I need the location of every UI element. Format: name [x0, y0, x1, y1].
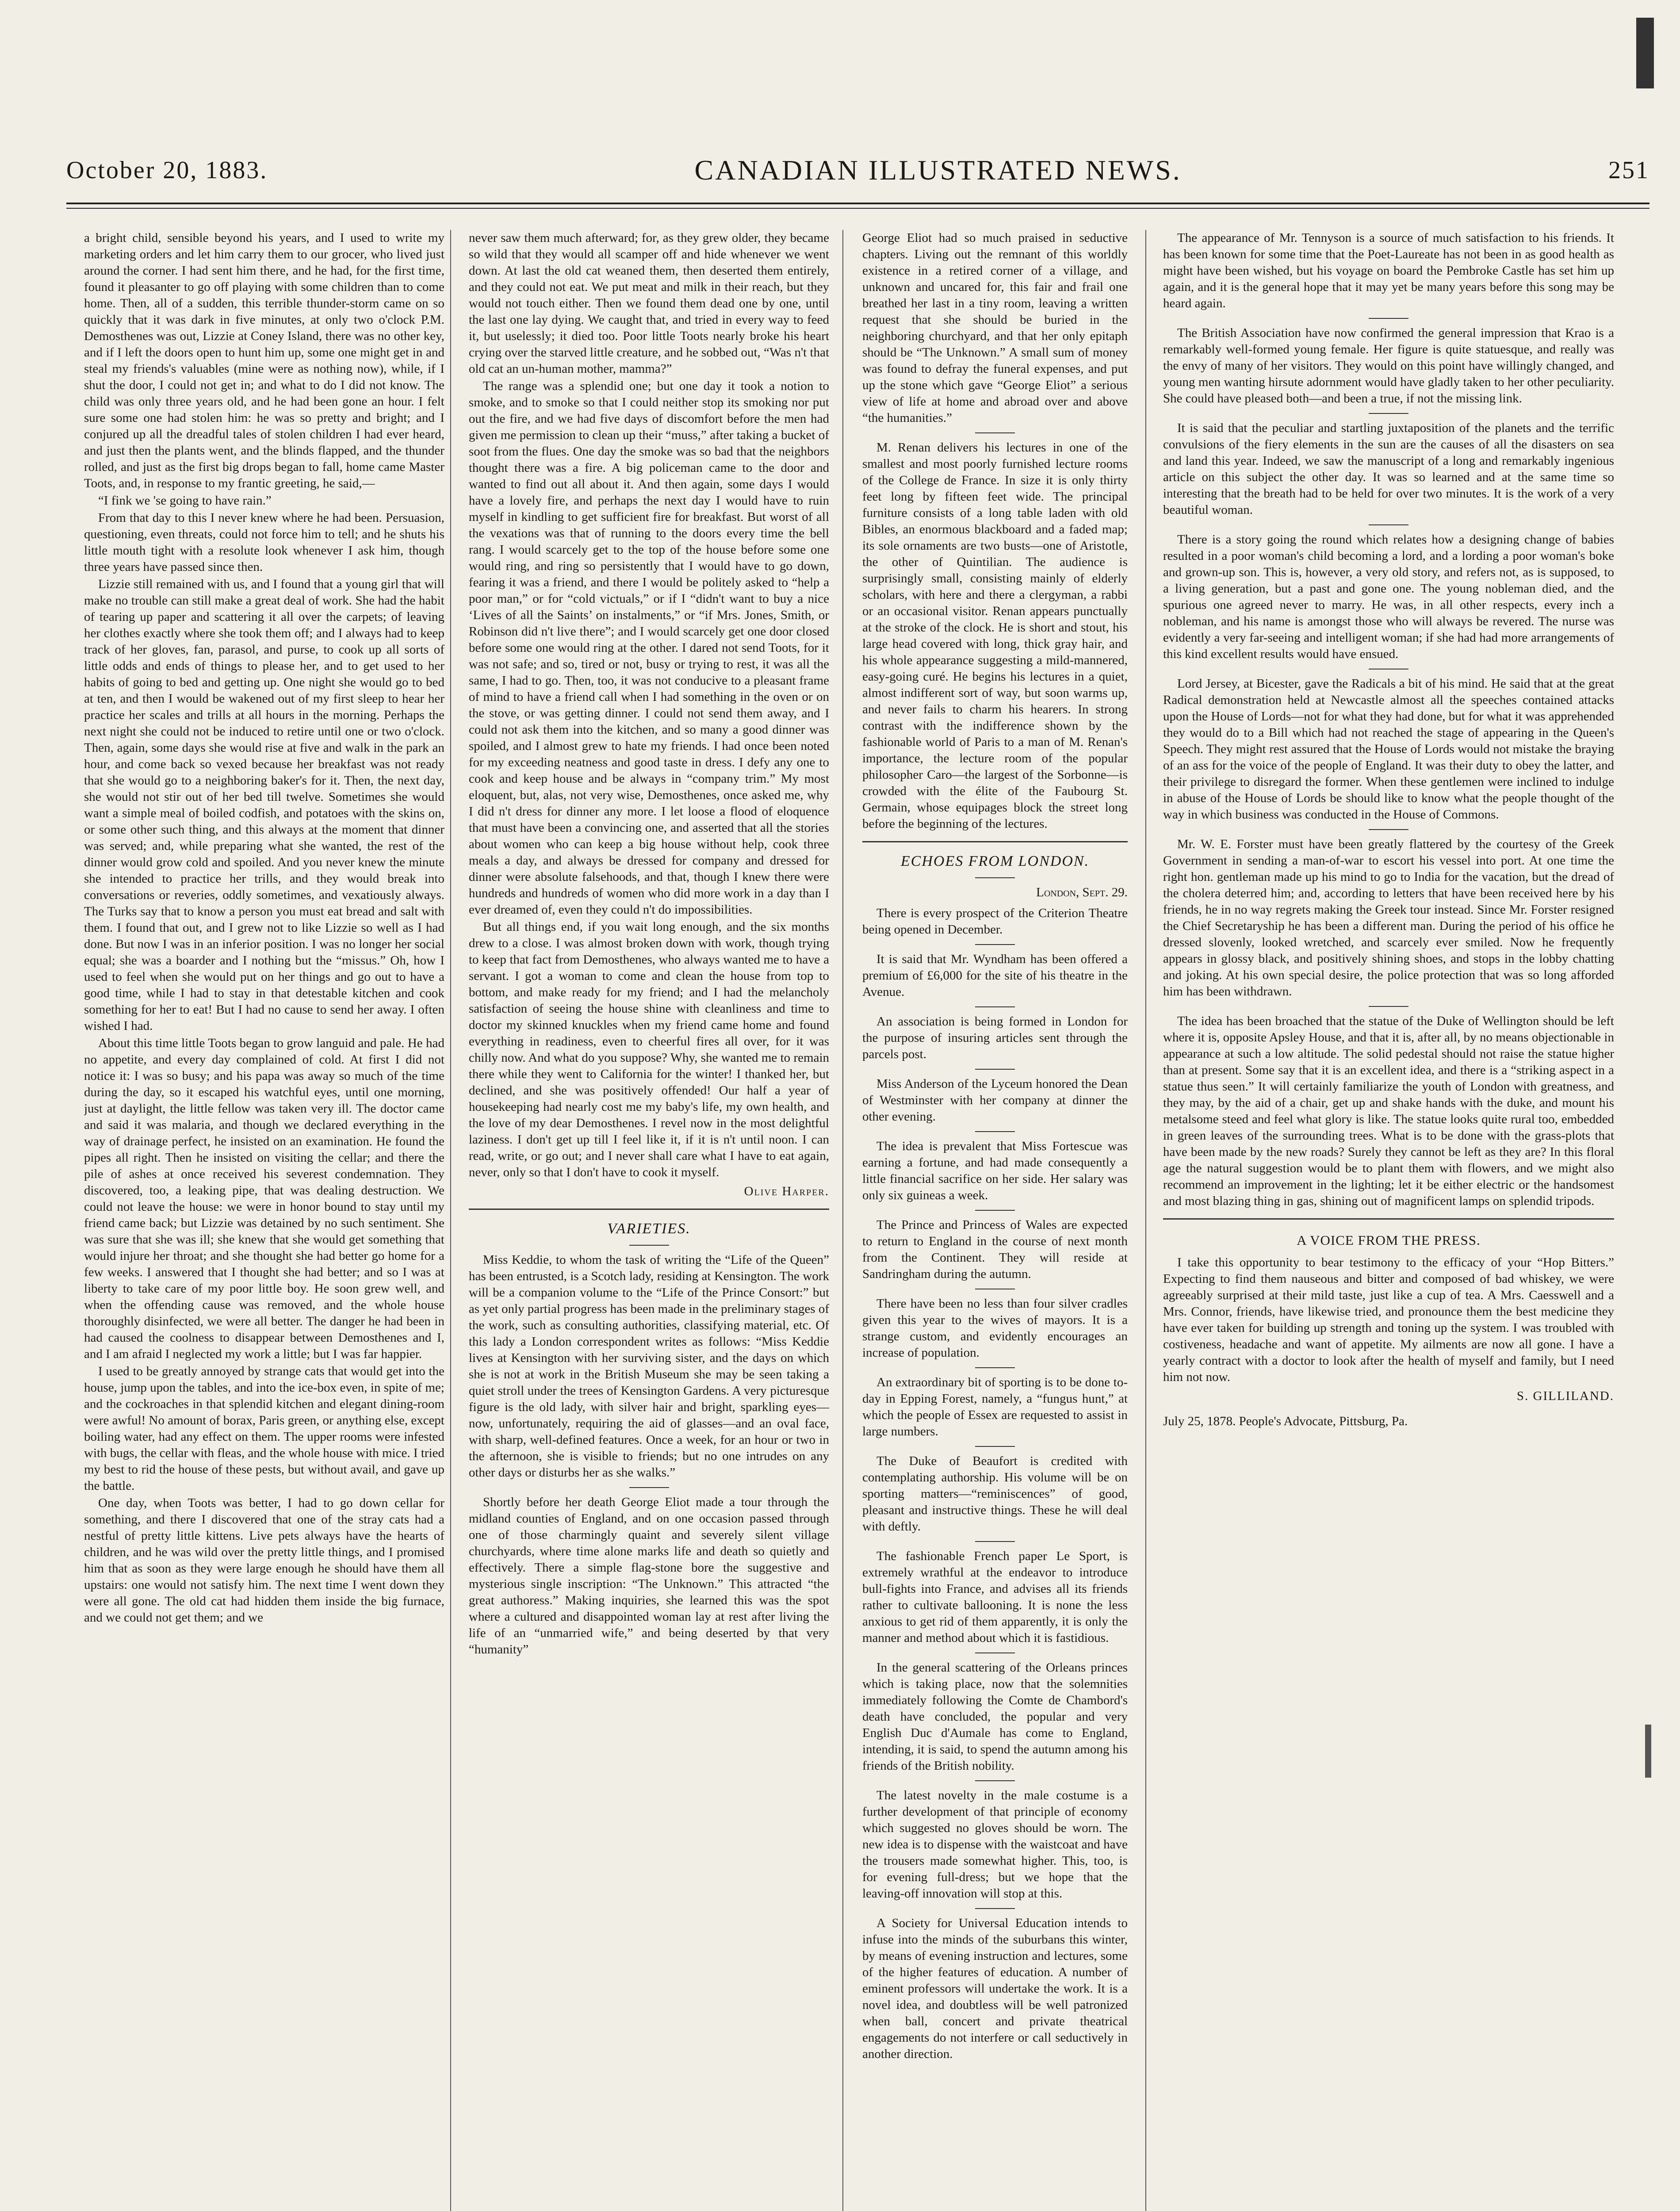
- short-rule: [1369, 1006, 1408, 1007]
- short-rule: [975, 1131, 1015, 1132]
- short-rule: [1369, 829, 1408, 830]
- edge-ink-mark: [1645, 1725, 1651, 1778]
- section-heading-voice-from-press: A VOICE FROM THE PRESS.: [1297, 1232, 1481, 1248]
- short-rule: [975, 1446, 1015, 1447]
- echo-item: There is every prospect of the Criterion Theatre being opened in December.: [862, 906, 1128, 937]
- short-rule: [975, 944, 1015, 945]
- section-rule: [862, 841, 1128, 842]
- echo-item: The idea has been broached that the statue of the Duke of Wellington should be left where it is, opposite Apsley House, and that it is, after all, by no means objectionable in appearance at such a low altitude. The solid pedestal should not raise the statue higher than at present. Some say that it is an excellent idea, and there is a “striking aspect in a statue thus seen.” It will certainly familiarize the youth of London with greatness, and they may, by the aid of a chair, get up and shake hands with the duke, and mount his metalsome steed and feel what glory is like. The statue looks quite rural too, embedded in green leaves of the surrounding trees. What is to be done with the grass-plots that have been made by the new roads? Surely they cannot be left as they are? In this floral age the natural suggestion would be to plant them with flowers, and we might also recommend an improvement in the lighting; let it be either electric or the handsomest and most blazing thing in gas, shining out of magnificent lamps on splendid tripods.: [1163, 1014, 1614, 1208]
- page-number: 251: [1608, 157, 1649, 184]
- article-paragraph: M. Renan delivers his lectures in one of the smallest and most poorly furnished lecture rooms of the College de France. In size it is only thirty feet long by fifteen feet wide. The principal furniture consists of a long table laden with old Bibles, an enormous blackboard and a faded map; its sole ornaments are two busts—one of Aristotle, the other of Quintilian. The audience is surprisingly small, consisting mainly of elderly scholars, with here and there a clergyman, a rabbi or an occasional visitor. Renan appears punctually at the stroke of the clock. He is short and stout, his large head covered with long, thick gray hair, and his whole appearance suggesting a mild-mannered, easy-going curé. He begins his lectures in a quiet, almost indifferent sort of way, but soon warms up, and never fails to charm his hearers. In strong contrast with the indifference shown by the fashionable world of Paris to a man of M. Renan's importance, the lecture room of the popular philosopher Caro—the largest of the Sorbonne—is crowded with the élite of the Faubourg St. Germain, whose equipages block the street long before the beginning of the lectures.: [862, 440, 1128, 831]
- echo-item: The idea is prevalent that Miss Fortescue was earning a fortune, and had made consequently a little financial sacrifice on her side. Her salary was only six guineas a week.: [862, 1139, 1128, 1202]
- article-paragraph: “I fink we 'se going to have rain.”: [98, 493, 272, 508]
- section-rule: [469, 1209, 829, 1210]
- short-rule: [975, 1367, 1015, 1368]
- masthead: [66, 146, 1649, 195]
- column-1: [84, 230, 444, 2211]
- column-rule: [450, 230, 451, 2211]
- masthead-rule: [66, 203, 1649, 204]
- short-rule: [975, 1780, 1015, 1781]
- short-rule: [975, 432, 1015, 433]
- issue-date: October 20, 1883.: [66, 157, 268, 184]
- article-paragraph: I used to be greatly annoyed by strange cats that would get into the house, jump upon the tables, and into the ice-box even, in spite of me; and the cockroaches in that splendid kitchen and elegant dining-room were awful! No amount of borax, Paris green, or anything else, except boiling water, had any effect on them. The upper rooms were infested with bugs, the cellar with fleas, and the whole house with mice. I tried my best to rid the house of these pests, but without avail, and gave up the battle.: [84, 1364, 444, 1493]
- article-paragraph: George Eliot had so much praised in seductive chapters. Living out the remnant of this worldly existence in a retired corner of a village, and unknown and uncared for, this fair and frail one breathed her last in a tiny room, leaving a written request that she should be buried in the neighboring churchyard, and that her only epitaph should be “The Unknown.” A small sum of money was found to defray the funeral expenses, and put up the stone which gave “George Eliot” a serious view of life at home and abroad over and above “the humanities.”: [862, 231, 1128, 425]
- short-rule: [975, 877, 1015, 878]
- echo-item: Mr. W. E. Forster must have been greatly flattered by the courtesy of the Greek Government in sending a man-of-war to escort his vessel into port. At one time the right hon. gentleman made up his mind to go to India for the vacation, but the dread of the cholera deterred him; and, according to letters that have been received here by his friends, he in no way regrets making the Greek tour instead. Since Mr. Forster resigned the Chief Secretaryship he has been a different man. During the period of his office he dressed slovenly, looked wretched, and scarcely ever smiled. Now he frequently appears in glossy black, and positively shining shoes, and stops in the lobby chatting and joking. At his own special desire, the police protection that was so long afforded him has been withdrawn.: [1163, 837, 1614, 998]
- article-paragraph: Lizzie still remained with us, and I found that a young girl that will make no trouble can still make a great deal of work. She had the habit of tearing up paper and scattering it all over the carpets; of leaving her clothes exactly where she took them off; and I always had to keep track of her gloves, fan, parasol, and purse, to cook up all sorts of little odds and ends of things to please her, and to get used to her habits of going to bed and getting up. One night she would go to bed at ten, and then I would be wakened out of my first sleep to hear her practice her scales and trills at all hours in the morning. Perhaps the next night she could not be induced to retire until one or two o'clock. Then, again, some days she would rise at five and walk in the park an hour, and come back so vexed because her breakfast was not ready that she would go to a neighboring baker's for it. Then, the next day, she would not stir out of her bed till twelve. Sometimes she would want a simple meal of boiled codfish, and potatoes with the skins on, or some other such thing, and this always at the moment that dinner was served; and, while preparing what she wanted, the rest of the dinner would grow cold and spoiled. And you never knew the minute she intended to practice her trills, and they would break into conversations or reveries, oddly sometimes, and vexatiously always. The Turks say that to know a person you must eat bread and salt with them. I found that out, and I grew not to like Lizzie so well as I had done. But now I was in an inferior position. I was no longer her social equal; she was a boarder and I nothing but the “missus.” Oh, how I used to feel when she would put on her things and go out to have a good time, while I had to stay in that detestable kitchen and cook something for her to eat! But I had no cause to send her away. I often wished I had.: [84, 577, 444, 1033]
- echo-item: There is a story going the round which relates how a designing change of babies resulted in a poor woman's child becoming a lord, and a lording a poor woman's boke and grown-up son. This is, however, a very old story, and refers not, as is supposed, to a living generation, but a past and gone one. The young nobleman died, and the spurious one agreed never to marry. He was, in all other respects, every inch a nobleman, and his name is amongst those who will always be revered. The nurse was evidently a very far-seeing and intelligent woman; if she had had more arrangements of this kind excellent results would have ensued.: [1163, 532, 1614, 661]
- article-paragraph: a bright child, sensible beyond his years, and I used to write my marketing orders and let him carry them to our grocer, who lived just around the corner. I had sent him there, and he had, for the first time, found it pleasanter to go off playing with some children than to come home. Then, all of a sudden, this terrible thunder-storm came on so quickly that it was dark in five minutes, at only two o'clock P.M. Demosthenes was out, Lizzie at Coney Island, there was no other key, and if I left the doors open to hunt him up, some one might get in and steal my friends's valuables (mine were as nothing now), while, if I shut the door, I could not get in; and what to do I did not know. The child was only three years old, and he had been gone an hour. I felt sure some one had stolen him: he was so pretty and bright; and I conjured up all the dreadful tales of stolen children I had ever heard, and just then the plants went, and the blinds flapped, and the thunder rolled, and just as the first big drops began to fall, home came Master Toots, and, in response to my frantic greeting, he said,—: [84, 231, 444, 490]
- dateline: London, Sept. 29.: [1036, 885, 1128, 899]
- author-signature: Olive Harper.: [744, 1184, 829, 1198]
- echo-item: In the general scattering of the Orleans princes which is taking place, now that the solemnities immediately following the Comte de Chambord's death have concluded, the popular and very English Duc d'Aumale has come to England, intending, it is said, to spend the autumn among his friends of the British nobility.: [862, 1660, 1128, 1773]
- testimonial-paragraph: I take this opportunity to bear testimony to the efficacy of your “Hop Bitters.” Expecting to find them nauseous and bitter and composed of bad whiskey, we were agreeably surprised at their mild taste, just like a cup of tea. A Mrs. Caesswell and a Mrs. Connor, friends, have likewise tried, and pronounce them the best medicine they have ever taken for building up strength and toning up the system. I was troubled with costiveness, headache and want of appetite. My ailments are now all gone. I have a yearly contract with a doctor to look after the health of myself and family, but I need him not now.: [1163, 1255, 1614, 1384]
- echo-item: The latest novelty in the male costume is a further development of that principle of economy which suggested no gloves should be worn. The new idea is to dispense with the waistcoat and have the trousers made somewhat higher. This, too, is for evening full-dress; but we hope that the leaving-off innovation will stop at this.: [862, 1788, 1128, 1901]
- varieties-paragraph: Miss Keddie, to whom the task of writing the “Life of the Queen” has been entrusted, is a Scotch lady, residing at Kensington. The work will be a companion volume to the “Life of the Prince Consort:” but as yet only partial progress has been made in the preliminary stages of the work, such as consulting authorities, classifying material, etc. Of this lady a London correspondent writes as follows: “Miss Keddie lives at Kensington with her surviving sister, and the days on which she is not at work in the British Museum she may be seen taking a quiet stroll under the trees of Kensington Gardens. A very picturesque figure is the old lady, with silver hair and bright, sparkling eyes—now, unfortunately, requiring the aid of glasses—and an oval face, with sharp, well-defined features. Once a week, for an hour or two in the afternoon, she is visible to friends; but no one intrudes on any other days or disturbs her as she walks.”: [469, 1253, 829, 1480]
- short-rule: [975, 1210, 1015, 1211]
- publication-title: CANADIAN ILLUSTRATED NEWS.: [694, 154, 1182, 186]
- edge-ink-mark: [1636, 18, 1654, 88]
- echo-item: A Society for Universal Education intends to infuse into the minds of the suburbans this winter, by means of evening instruction and lectures, some of the higher features of education. A number of eminent professors will undertake the work. It is a novel idea, and doubtless will be well patronized when ball, concert and private theatrical engagements do not interfere or call seductively in another direction.: [862, 1916, 1128, 2061]
- article-paragraph: never saw them much afterward; for, as they grew older, they became so wild that they would all scamper off and hide whenever we went down. At last the old cat weaned them, then deserted them entirely, and they could not eat. We put meat and milk in their reach, but they would not touch either. Then we found them dead one by one, until the last one lay dying. We caught that, and tried in every way to feed it, but uselessly; it died too. Poor little Toots nearly broke his heart crying over the starved little creature, and he sobbed out, “Was n't that old cat an un-human mother, mamma?”: [469, 231, 829, 376]
- echo-item: There have been no less than four silver cradles given this year to the wives of mayors. It is a strange custom, and evidently encourages an increase of population.: [862, 1297, 1128, 1360]
- short-rule: [975, 1069, 1015, 1070]
- short-rule: [975, 1006, 1015, 1007]
- column-rule: [842, 230, 843, 2211]
- short-rule: [629, 1245, 669, 1246]
- article-paragraph: But all things end, if you wait long enough, and the six months drew to a close. I was almost broken down with work, though trying to keep that fact from Demosthenes, who always wanted me to have a servant. I got a woman to come and clean the house from top to bottom, and make ready for my friend; and I had the melancholy satisfaction of seeing the house shine with cleanliness and time to doctor my skinned knuckles when my friend came home and found everything in readiness, even to cheerful fires all over, for it was chilly now. And what do you suppose? Why, she wanted me to remain there while they went to California for the winter! I thanked her, but declined, and she was positively offended! Our half a year of housekeeping had nearly cost me my baby's life, my own health, and the love of my dear Demosthenes. I revel now in the most delightful laziness. I don't get up till I feel like it, if it is n't until noon. I can read, write, or go out; and I never shall care what I have to eat again, never, only so that I don't have to cook it myself.: [469, 920, 829, 1179]
- section-rule: [1163, 1218, 1614, 1220]
- column-3: [862, 230, 1128, 2211]
- article-paragraph: From that day to this I never knew where he had been. Persuasion, questioning, even threats, could not force him to tell; and he shuts his little mouth tight with a resolute look whenever I ask him, though three years have passed since then.: [84, 511, 444, 574]
- varieties-paragraph: Shortly before her death George Eliot made a tour through the midland counties of England, and on one occasion passed through one of those charmingly quaint and severely silent village churchyards, where time alone marks life and death so quietly and effectively. There a simple flag-stone bore the suggestive and mysterious single inscription: “The Unknown.” This attracted “the great authoress.” Making inquiries, she learned this was the spot where a cultured and disappointed woman lay at rest after living the life of an “unmarried wife,” and being deserted by that very “humanity”: [469, 1495, 829, 1656]
- echo-item: It is said that the peculiar and startling juxtaposition of the planets and the terrific convulsions of the fiery elements in the sun are the causes of all the disasters on sea and land this year. Indeed, we saw the manuscript of a long and remarkably ingenious article on this subject the other day. It was so learned and at the same time so interesting that the breath had to be held for over two minutes. It is the work of a very beautiful woman.: [1163, 421, 1614, 517]
- echo-item: The Duke of Beaufort is credited with contemplating authorship. His volume will be on sporting matters—“reminiscences” of good, pleasant and instructive things. These he will deal with deftly.: [862, 1454, 1128, 1534]
- short-rule: [629, 1487, 669, 1488]
- short-rule: [975, 1908, 1015, 1909]
- echo-item: Miss Anderson of the Lyceum honored the Dean of Westminster with her company at dinner the other evening.: [862, 1077, 1128, 1124]
- echo-item: The fashionable French paper Le Sport, is extremely wrathful at the endeavor to introduce bull-fights into France, and advises all its friends rather to cultivate ballooning. It is none the less anxious to get rid of them apparently, it is only the manner and method about which it is fastidious.: [862, 1549, 1128, 1645]
- short-rule: [1369, 413, 1408, 414]
- short-rule: [975, 1541, 1015, 1542]
- section-heading-echoes: ECHOES FROM LONDON.: [900, 853, 1090, 869]
- article-paragraph: One day, when Toots was better, I had to go down cellar for something, and there I discovered that one of the stray cats had a nestful of pretty little kittens. Live pets always have the hearts of children, and he was wild over the pretty little things, and I promised him that as soon as they were large enough he should have them all upstairs: one would not satisfy him. The next time I went down they were all gone. The old cat had hidden them inside the big furnace, and we could not get them; and we: [84, 1496, 444, 1625]
- masthead-rule-thin: [66, 208, 1649, 209]
- article-paragraph: About this time little Toots began to grow languid and pale. He had no appetite, and every day complained of cold. At first I did not notice it: I was so busy; and his papa was away so much of the time during the day, so it escaped his watchful eyes, until one morning, just at daylight, the little fellow was taken very ill. The doctor came and said it was malaria, and though we declared everything in the way of drainage perfect, he insisted on an examination. He found the pipes all right. Then he insisted on visiting the cellar; and there the pile of ashes at once received his severest condemnation. They discovered, too, a leaking pipe, that was dealing destruction. We could not leave the house: we were in honor bound to stay until my friend came back; but Lizzie was detained by no such sentiment. She was sure that she was ill; she knew that she would get something that would injure her throat; and she thought she had better go home for a few weeks. I answered that I thought she had better; and so I was at liberty to take care of my poor little boy. He soon grew well, and when the offending cause was removed, and the whole house thoroughly disinfected, we were all better. The danger he had been in had caused the coolness to disappear between Demosthenes and I, and I am afraid I neglected my work a little; but I was far happier.: [84, 1036, 444, 1361]
- section-heading-varieties: VARIETIES.: [607, 1220, 691, 1237]
- column-rule: [1145, 230, 1146, 2211]
- echo-item: Lord Jersey, at Bicester, gave the Radicals a bit of his mind. He said that at the great Radical demonstration held at Newcastle almost all the speeches contained attacks upon the House of Lords—not for what they had done, but for what it was apprehended they would do to a Bill which had not reached the stage of appearing in the Queen's Speech. They might rest assured that the House of Lords would not mistake the braying of an ass for the voice of the people of England. It was their duty to obey the latter, and their privilege to disregard the former. When these gentlemen were inclined to indulge in abuse of the House of Lords be should like to know what the people thought of the way in which business was conducted in the House of Commons.: [1163, 677, 1614, 822]
- echo-item: An association is being formed in London for the purpose of insuring articles sent through the parcels post.: [862, 1014, 1128, 1061]
- echo-item: The Prince and Princess of Wales are expected to return to England in the course of next month from the Continent. They will reside at Sandringham during the autumn.: [862, 1218, 1128, 1281]
- short-rule: [1369, 524, 1408, 525]
- echo-item: The British Association have now confirmed the general impression that Krao is a remarkably well-formed young female. Her figure is quite statuesque, and really was the envy of many of her visitors. They would on this point have willingly changed, and young men wanting hirsute adornment would have gladly taken to her other peculiarity. She could have pleased both—and been a true, if not the missing link.: [1163, 326, 1614, 405]
- column-4: [1163, 230, 1614, 2211]
- column-2: [469, 230, 829, 2211]
- echo-item: It is said that Mr. Wyndham has been offered a premium of £6,000 for the site of his theatre in the Avenue.: [862, 952, 1128, 999]
- testimonial-signature: S. GILLILAND.: [1516, 1389, 1614, 1403]
- testimonial-footer: July 25, 1878. People's Advocate, Pittsburg, Pa.: [1163, 1414, 1408, 1428]
- article-paragraph: The range was a splendid one; but one day it took a notion to smoke, and to smoke so that I could neither stop its smoking nor put out the fire, and we had five days of discomfort before the men had given me permission to clean up their “muss,” after taking a bucket of soot from the flues. One day the smoke was so bad that the neighbors thought there was a fire. A big policeman came to the door and wanted to find out all about it. And then again, some days I would have a lovely fire, and perhaps the next day I would have to ruin myself in kindling to get sufficient fire for breakfast. But worst of all the vexations was that of running to the doors every time the bell rang. I would scarcely get to the top of the house before some one would ring, and ring so persistently that I would have to go down, fearing it was a friend, and there I would be politely asked to “help a poor man,” or for “cold victuals,” or if I “didn't want to buy a nice ‘Lives of all the Saints’ on instalments,” or “if Mrs. Jones, Smith, or Robinson did n't live there”; and I would scarcely get one door closed before some one would ring at the other. I dared not send Toots, for it was not safe; and so, tired or not, busy or trying to rest, it was all the same, I had to go. Then, too, it was not conducive to a pleasant frame of mind to have a friend call when I had something in the oven or on the stove, or was getting dinner. I could not send them away, and I could not ask them into the kitchen, and so many a good dinner was spoiled, and I almost grew to hate my friends. I had once been noted for my exceeding neatness and good taste in dress. I defy any one to cook and keep house and be always in “company trim.” My most eloquent, but, alas, not very wise, Demosthenes, once asked me, why I did n't dress for dinner any more. I let loose a flood of eloquence that must have been a convincing one, and asserted that all the stories about women who can keep a big house without help, cook three meals a day, and always be dressed for company and dressed for dinner were absolute falsehoods, and that, though I knew there were hundreds and hundreds of women who did more work in a day than I ever dreamed of, even they could n't do impossibilities.: [469, 379, 829, 917]
- short-rule: [1369, 318, 1408, 319]
- echo-item: An extraordinary bit of sporting is to be done to-day in Epping Forest, namely, a “fungus hunt,” at which the people of Essex are requested to assist in large numbers.: [862, 1375, 1128, 1438]
- echo-item: The appearance of Mr. Tennyson is a source of much satisfaction to his friends. It has been known for some time that the Poet-Laureate has not been in as good health as might have been wished, but his voyage on board the Pembroke Castle has set him up again, and it is the general hope that it may yet be many years before this song may be heard again.: [1163, 231, 1614, 310]
